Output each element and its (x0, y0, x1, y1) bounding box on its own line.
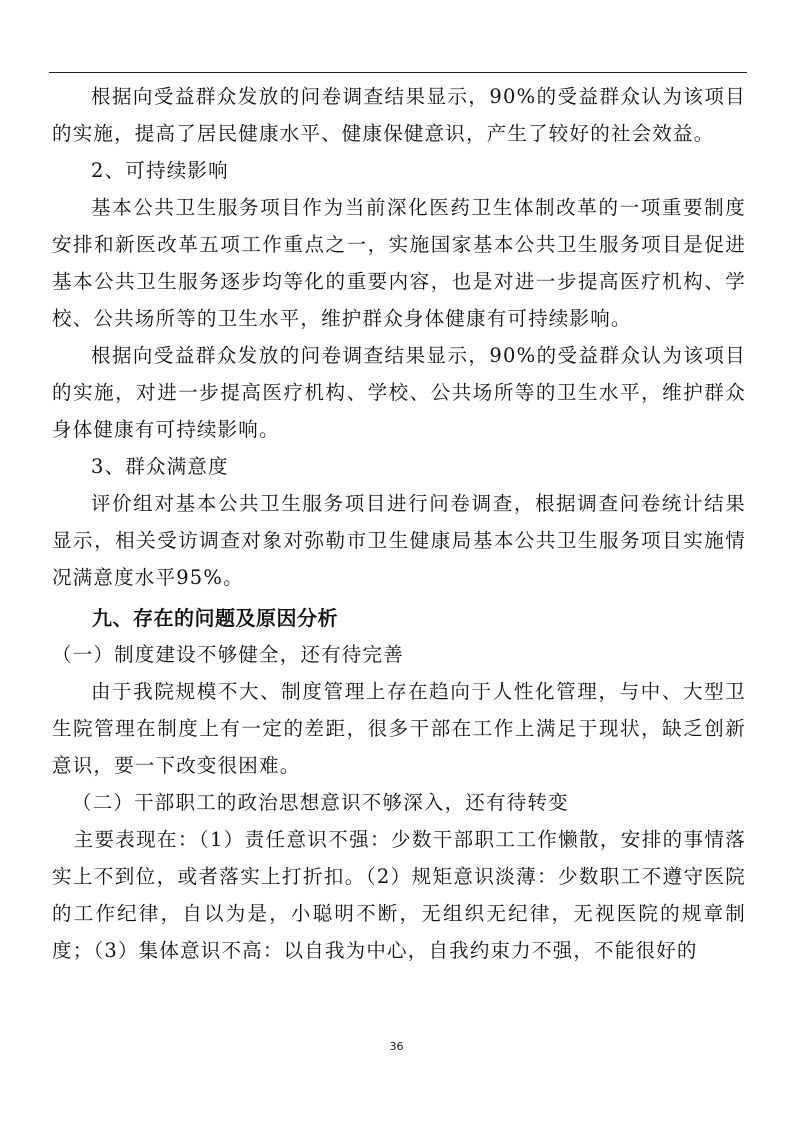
paragraph-sustainability: 基本公共卫生服务项目作为当前深化医药卫生体制改革的一项重要制度安排和新医改革五项工作重点之一，实施国家基本公共卫生服务项目是促进基本公共卫生服务逐步均等化的重要内容，也是对进一步提高医疗机构、学校、公共场所等的卫生水平，维护群众身体健康有可持续影响。 (52, 196, 746, 330)
subsection-title-satisfaction: 3、群众满意度 (91, 455, 229, 478)
subsection-title-ideology: （二）干部职工的政治思想意识不够深入，还有待转变 (72, 791, 569, 814)
header-rule (49, 72, 747, 73)
paragraph-survey-sustainability: 根据向受益群众发放的问卷调查结果显示，90%的受益群众认为该项目的实施，对进一步提高医疗机构、学校、公共场所等的卫生水平，维护群众身体健康有可持续影响。 (52, 344, 746, 441)
subsection-title-system: （一）制度建设不够健全，还有待完善 (52, 643, 404, 666)
paragraph-ideology: 主要表现在：（1）责任意识不强：少数干部职工工作懒散，安排的事情落实上不到位，或者落实上打折扣。（2）规矩意识淡薄：少数职工不遵守医院的工作纪律，自以为是，小聪明不断，无组织无纪律，无视医院的规章制度；（3）集体意识不高：以自我为中心，自我约束力不强，不能很好的 (52, 828, 746, 962)
paragraph-system: 由于我院规模不大、制度管理上存在趋向于人性化管理，与中、大型卫生院管理在制度上有一定的差距，很多干部在工作上满足于现状，缺乏创新意识，要一下改变很困难。 (52, 680, 746, 777)
subsection-title-sustainability: 2、可持续影响 (91, 159, 229, 182)
document-body (52, 78, 746, 969)
paragraph-satisfaction: 评价组对基本公共卫生服务项目进行问卷调查，根据调查问卷统计结果显示，相关受访调查对象对弥勒市卫生健康局基本公共卫生服务项目实施情况满意度水平95%。 (52, 492, 746, 589)
paragraph-social-benefit: 根据向受益群众发放的问卷调查结果显示，90%的受益群众认为该项目的实施，提高了居民健康水平、健康保健意识，产生了较好的社会效益。 (52, 85, 746, 145)
section-heading-problems: 九、存在的问题及原因分析 (92, 606, 338, 630)
page-number: 36 (389, 1040, 404, 1053)
